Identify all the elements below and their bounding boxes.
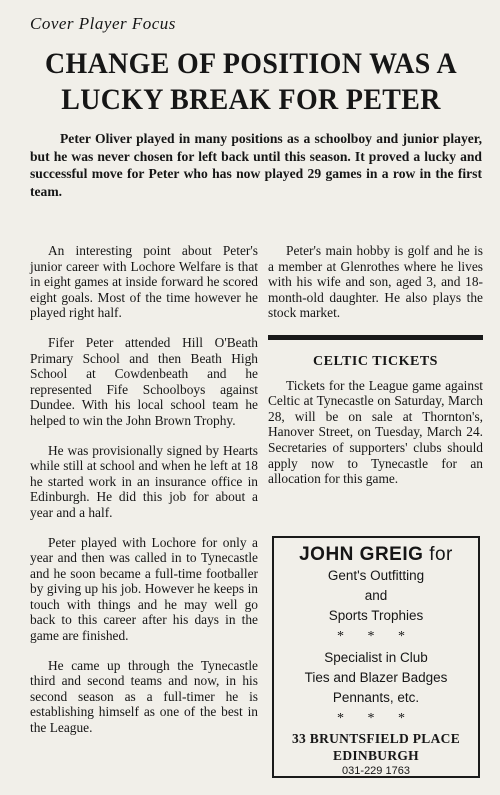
advert-line: Gent's Outfitting (327, 568, 425, 583)
tickets-heading: CELTIC TICKETS (313, 353, 438, 369)
advert-line: Pennants, etc. (332, 690, 420, 705)
advert-city: EDINBURGH (333, 748, 419, 763)
advert-stars: * * * (337, 629, 415, 644)
tickets-paragraph: Tickets for the League game against Celtic at Tynecastle on Saturday, March 28, will be on sale at Thornton's, Hanover Street, on Tuesday, March 24. Secretaries of supporters' clubs should apply now to Tynecastle for an allocation for this game. (268, 377, 483, 487)
advert-stars: * * * (337, 711, 415, 726)
headline (36, 46, 466, 118)
standfirst: Peter Oliver played in many positions as a schoolboy and junior player, but he was never chosen for left back until this season. It proved a lucky and successful move for Peter who has now played 29 games in a row in the first team. (30, 131, 482, 199)
column-divider (268, 335, 483, 340)
advert-for: for (429, 544, 453, 565)
john-greig-advert (272, 536, 480, 778)
headline-line-1: CHANGE OF POSITION WAS A (44, 47, 458, 80)
article-paragraph: Peter played with Lochore for only a year and then was called in to Tynecastle and he soon became a full-time footballer by giving up his job. However he keeps in touch with things and he may well go back to this career after his days in the game are finished. (30, 534, 258, 644)
advert-line: Sports Trophies (328, 608, 424, 623)
advert-name: JOHN GREIG (299, 544, 424, 565)
article-paragraph: Fifer Peter attended Hill O'Beath Primary School and then Beath High School at Cowdenbeath and he represented Fife Schoolboys against Dundee. With his local school team he helped to win the John Brown Trophy. (30, 334, 258, 428)
advert-line: Ties and Blazer Badges (304, 670, 448, 685)
advert-phone: 031-229 1763 (342, 765, 410, 777)
article-left-column (30, 243, 258, 750)
article-paragraph: He was provisionally signed by Hearts while still at school and when he left at 18 he started work in an insurance office in Edinburgh. He did this job for about a year and a half. (30, 442, 258, 520)
article-paragraph: An interesting point about Peter's junior career with Lochore Welfare is that in eight games at inside forward he scored eight goals. Most of the time however he played right half. (30, 243, 258, 321)
article-right-column (268, 243, 483, 497)
headline-line-2: LUCKY BREAK FOR PETER (61, 83, 441, 116)
article-paragraph: He came up through the Tynecastle third and second teams and now, in his second season as a full-timer he is establishing himself as one of the best in the League. (30, 657, 258, 736)
hobby-paragraph: Peter's main hobby is golf and he is a member at Glenrothes where he lives with his wife and son, aged 3, and 18-month-old daughter. He also plays the stock market. (268, 243, 483, 321)
advert-title (274, 544, 478, 566)
advert-line: Specialist in Club (324, 650, 428, 665)
section-kicker: Cover Player Focus (30, 14, 176, 33)
advert-address: 33 BRUNTSFIELD PLACE (291, 731, 461, 746)
advert-line: and (364, 588, 388, 603)
